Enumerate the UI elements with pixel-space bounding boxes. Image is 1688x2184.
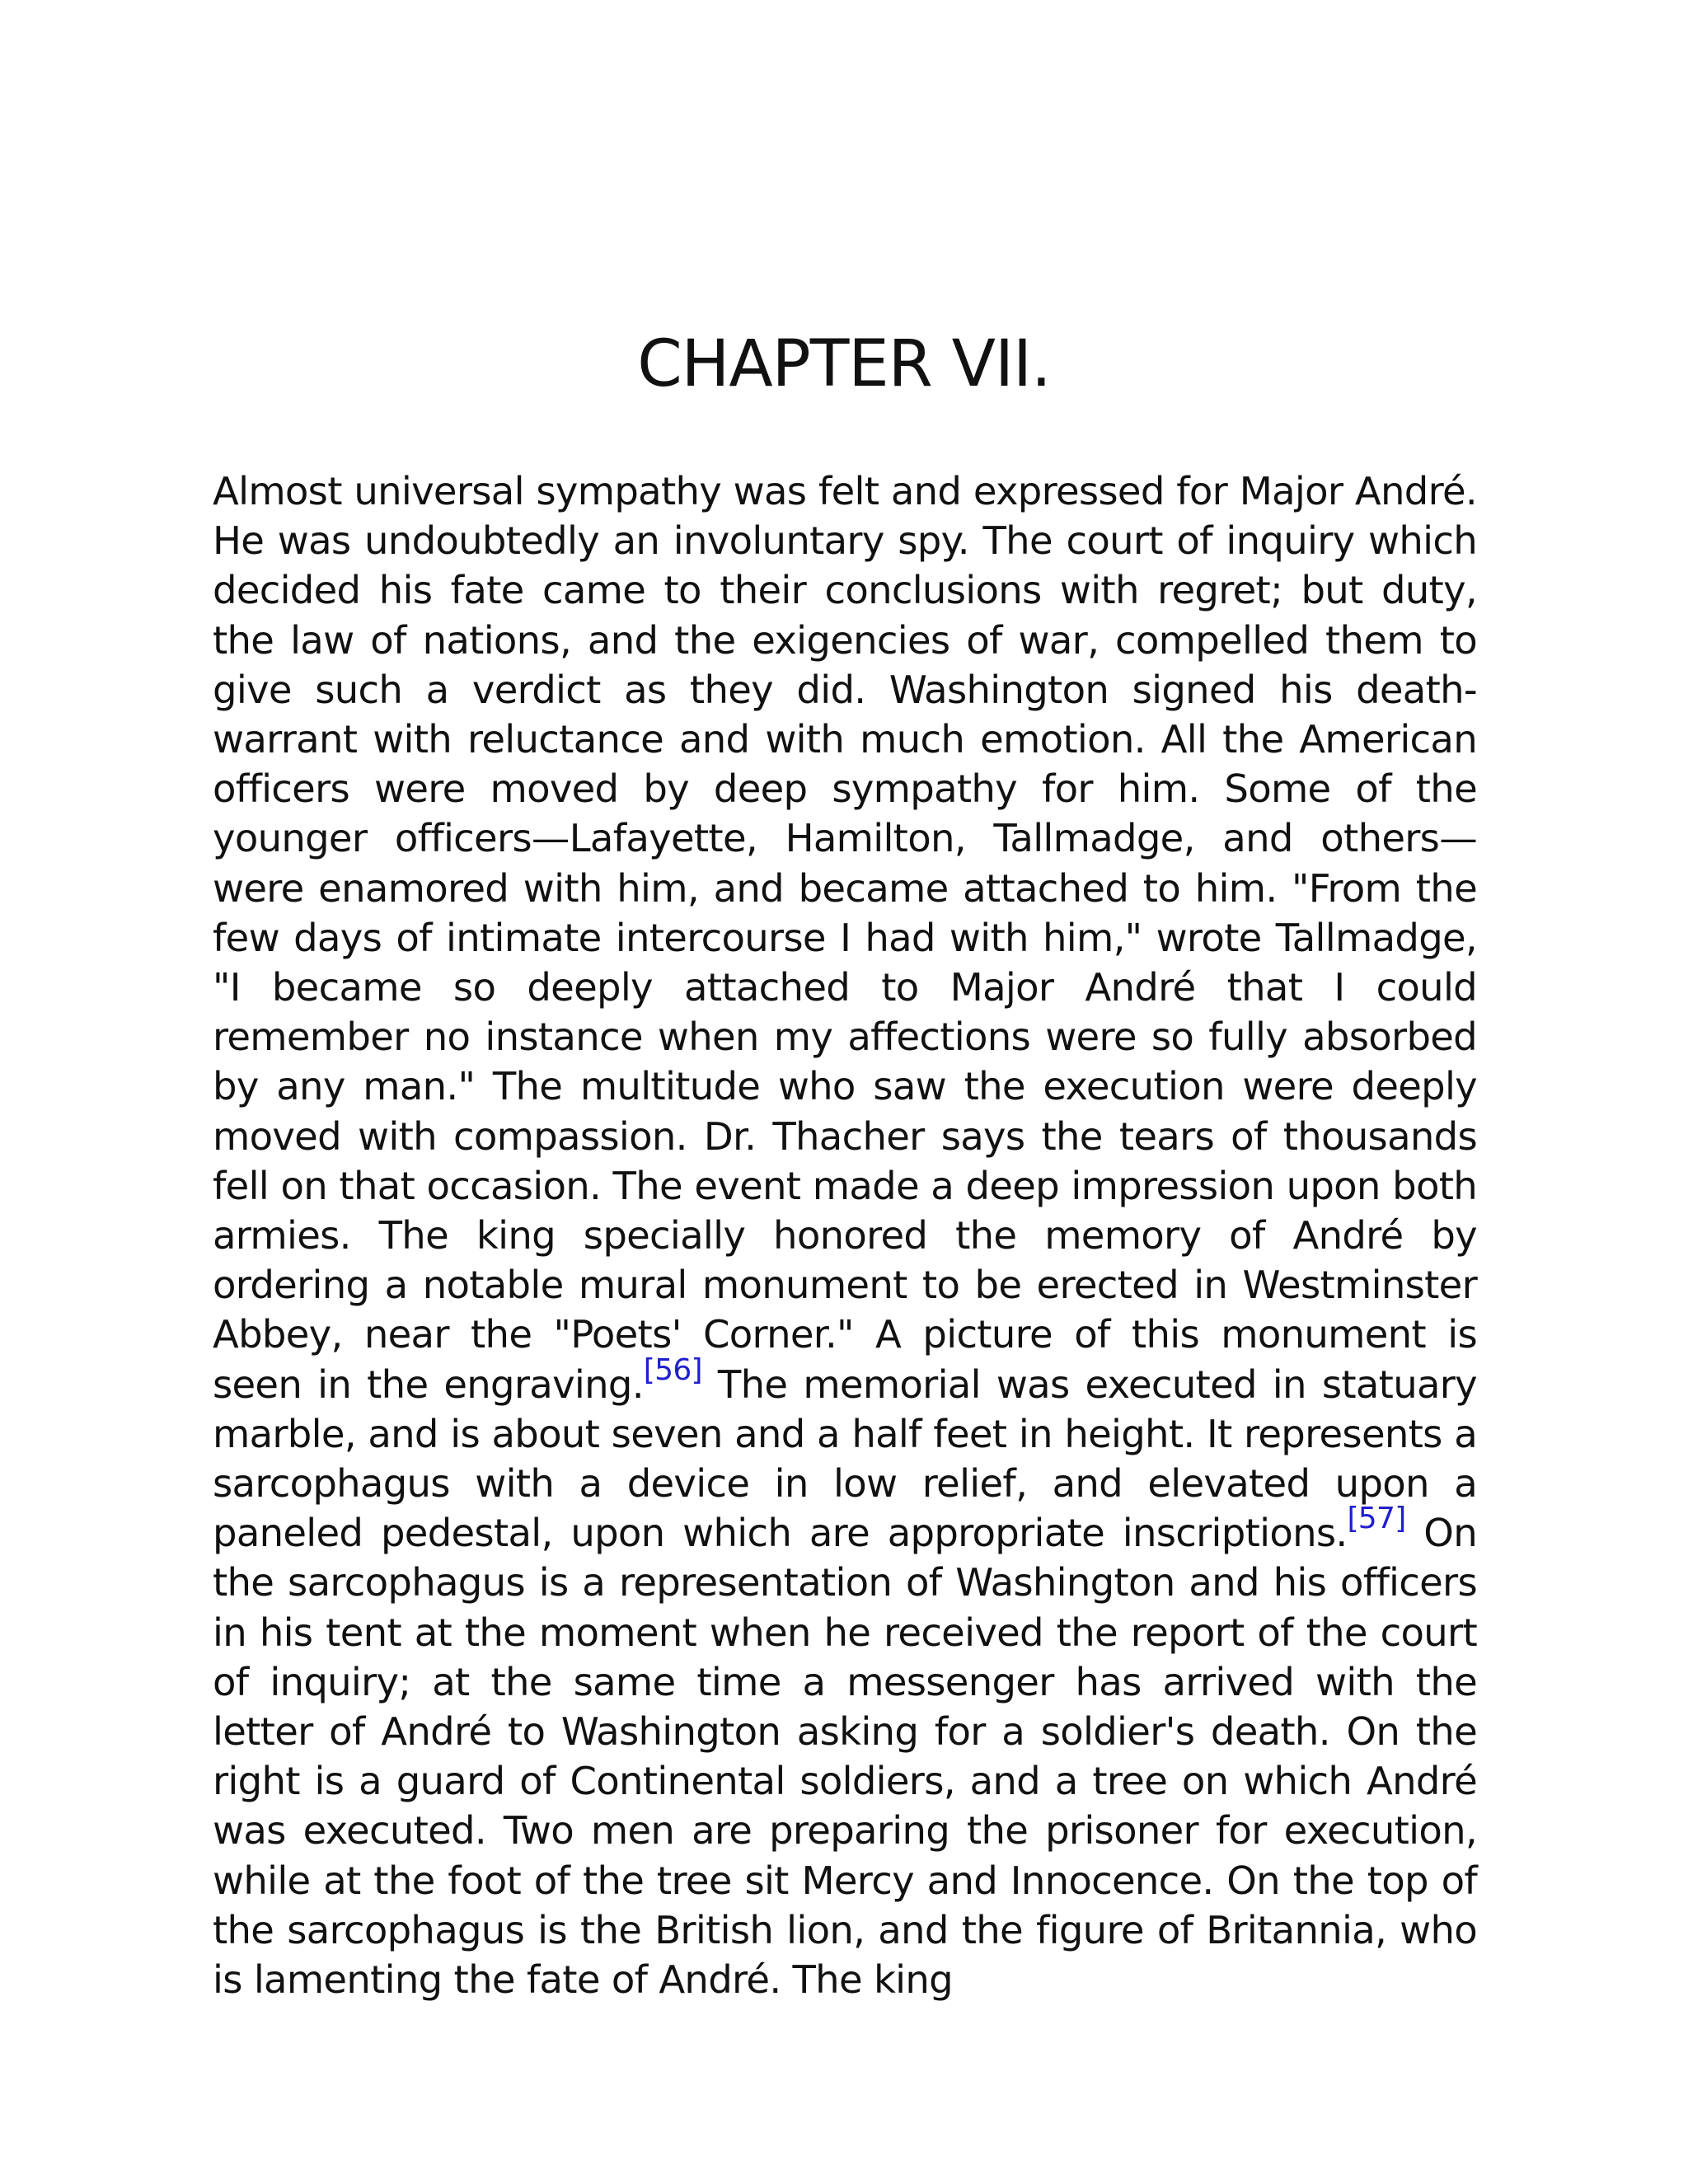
body-text-segment-1: Almost universal sympathy was felt and expressed for Major André. He was undoubtedly an involuntary spy. The court of inquiry which decided his fate came to their conclusions with regret; but duty, the law of nations, and the exigencies of war, compelled them to give such a verdict as they did. Washington signed his death-warrant with reluctance and with much emotion. All the American officers were moved by deep sympathy for him. Some of the younger officers—Lafayette, Hamilton, Tallmadge, and others—were enamored with him, and became attached to him. "From the few days of intimate intercourse I had with him," wrote Tallmadge, "I became so deeply attached to Major André that I could remember no instance when my affections were so fully absorbed by any man." The multitude who saw the execution were deeply moved with compassion. Dr. Thacher says the tears of thousands fell on that occasion. The event made a deep impression upon both armies. The king specially honored the memory of André by ordering a notable mural monument to be erected in Westminster Abbey, near the "Poets' Corner." A picture of this monument is seen in the engraving.	[213, 469, 1477, 1407]
chapter-title: CHAPTER VII.	[637, 327, 1051, 401]
body-text-segment-3: On the sarcophagus is a representation of Washington and his officers in his tent at the moment when he received the report of the court of inquiry; at the same time a messenger has arrived with the letter of André to Washington asking for a soldier's death. On the right is a guard of Continental soldiers, and a tree on which André was executed. Two men are preparing the prisoner for execution, while at the foot of the tree sit Mercy and Innocence. On the top of the sarcophagus is the British lion, and the figure of Britannia, who is lamenting the fate of André. The king	[213, 1511, 1477, 2003]
chapter-body-paragraph	[213, 466, 1477, 2004]
footnote-link-57[interactable]: [57]	[1347, 1502, 1406, 1536]
body-text-segment-2: The memorial was executed in statuary marble, and is about seven and a half feet in height. It represents a sarcophagus with a device in low relief, and elevated upon a paneled pedestal, upon which are appropriate inscriptions.	[213, 1361, 1478, 1556]
footnote-link-56[interactable]: [56]	[643, 1352, 702, 1387]
